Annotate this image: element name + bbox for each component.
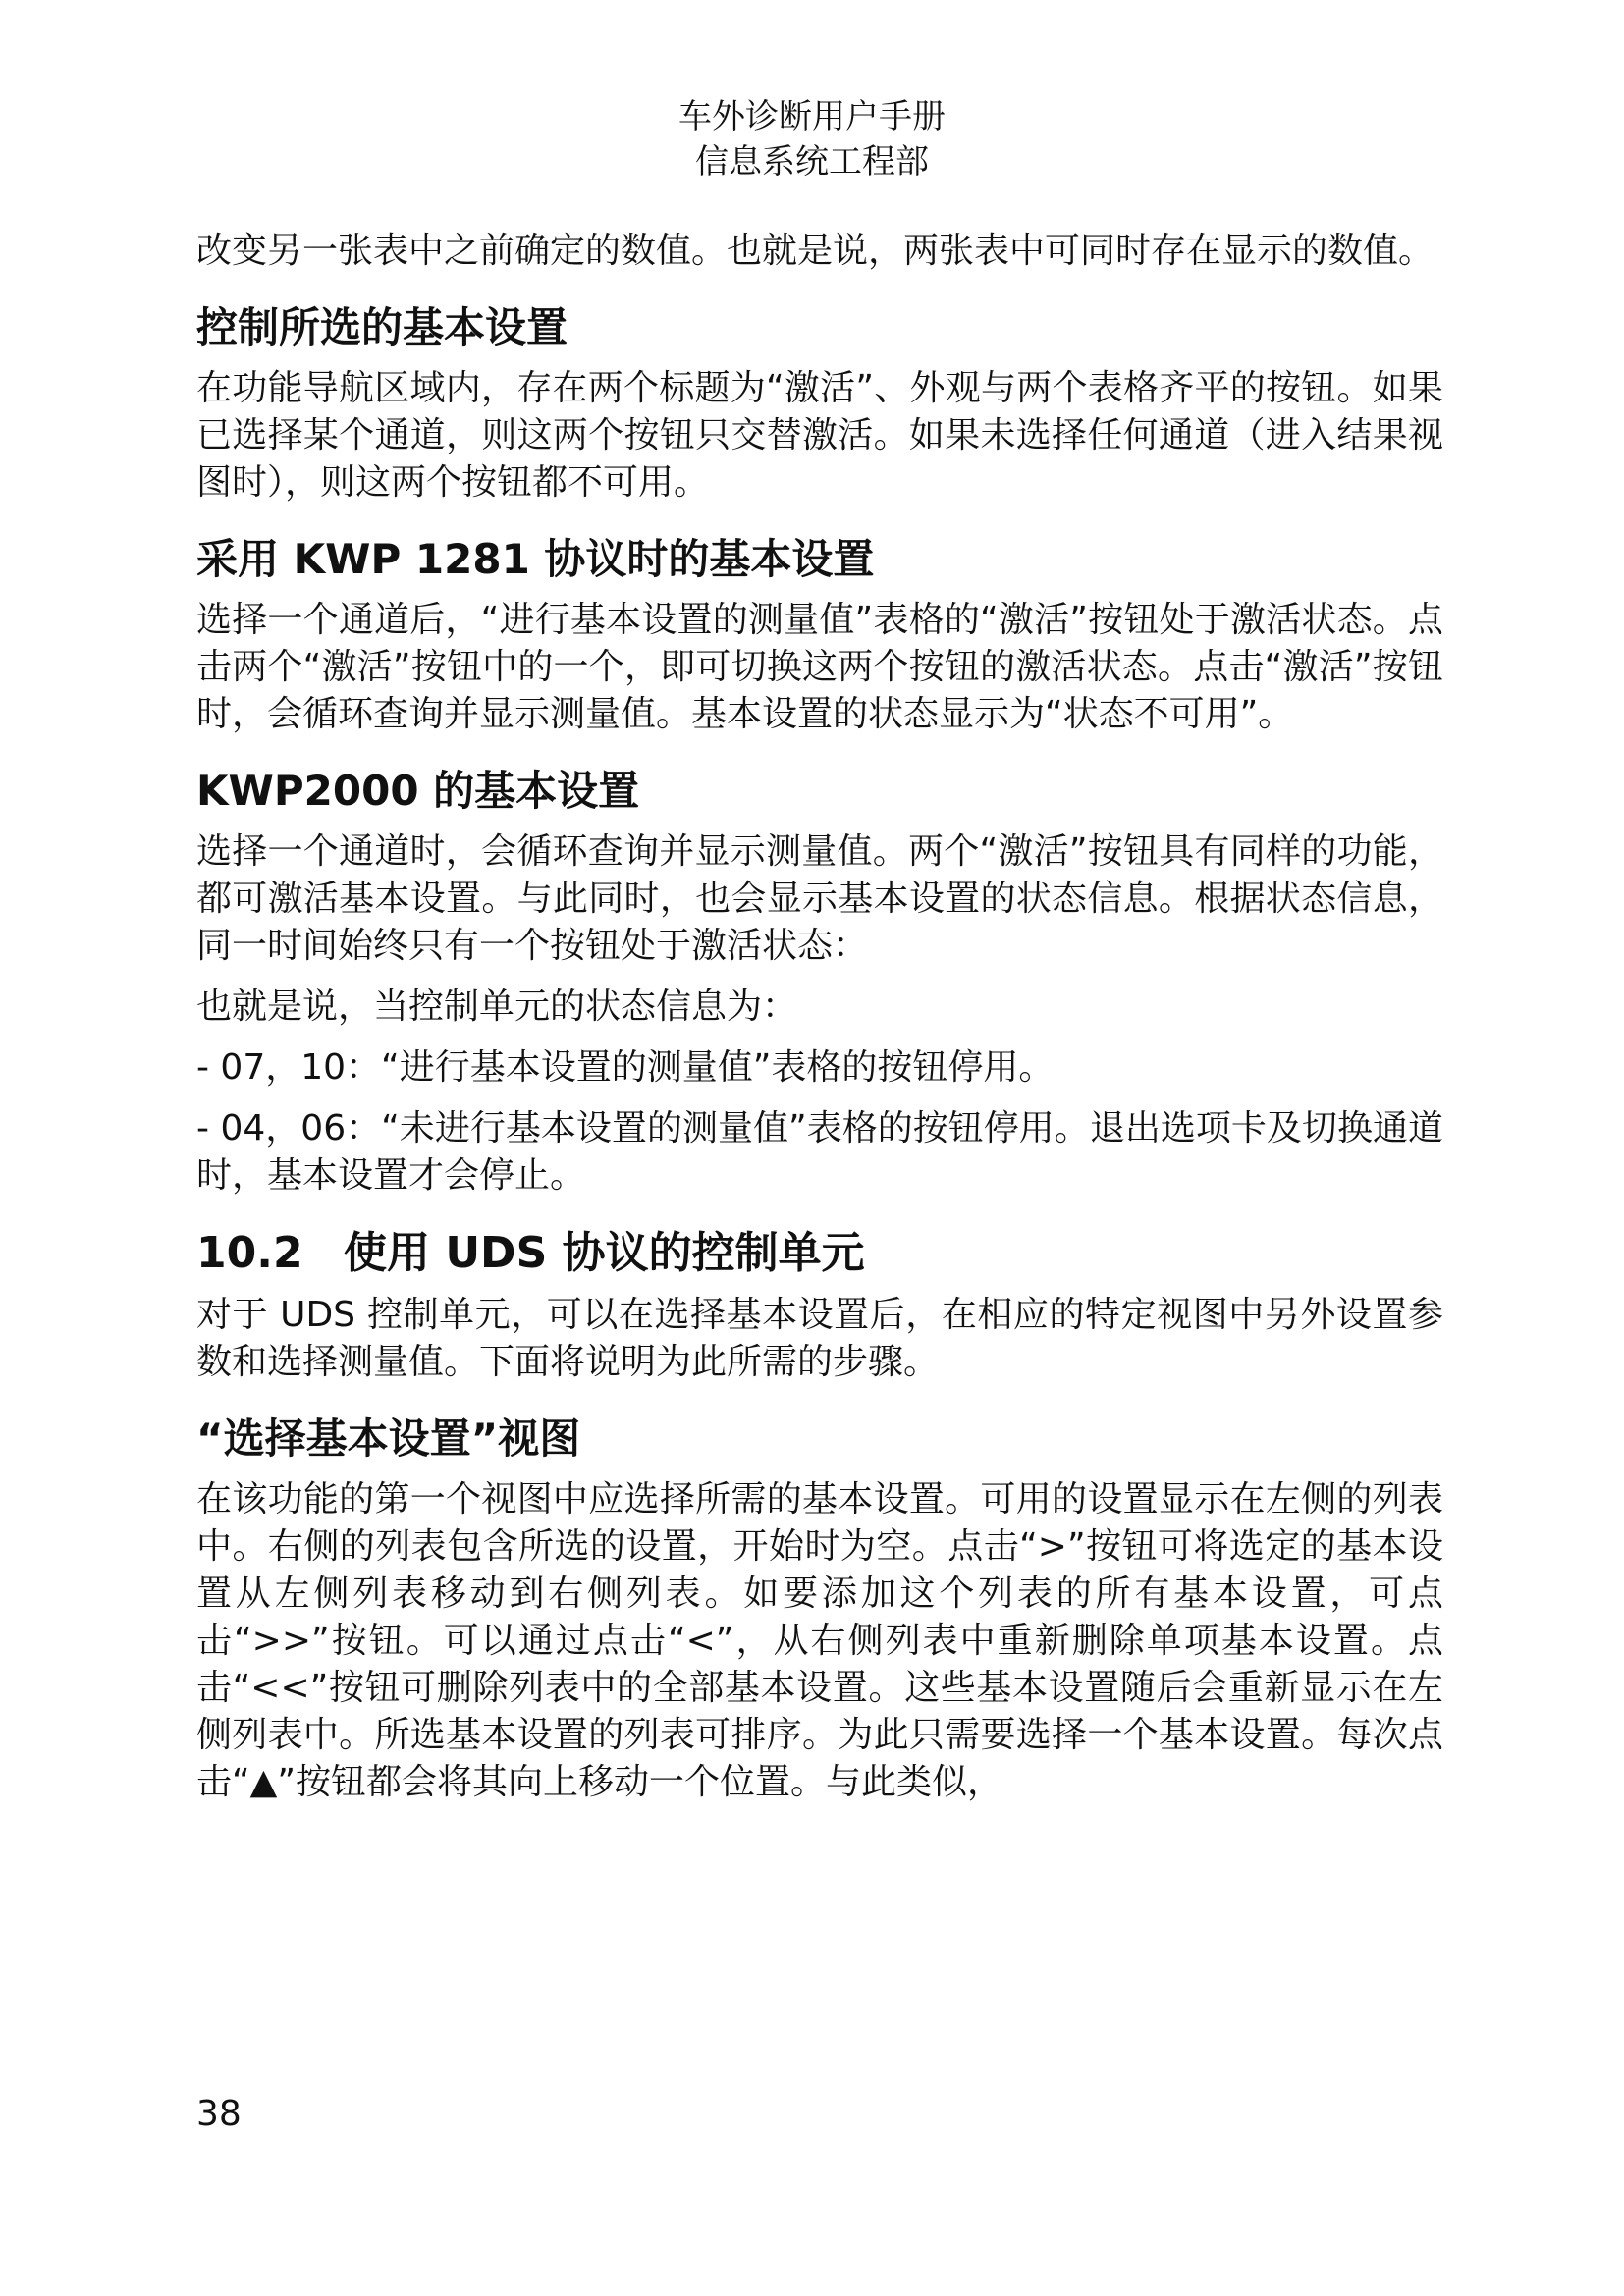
page-number: 38 bbox=[196, 2094, 242, 2134]
intro-paragraph: 改变另一张表中之前确定的数值。也就是说，两张表中可同时存在显示的数值。 bbox=[196, 231, 1435, 271]
heading-control-basic-settings: 控制所选的基本设置 bbox=[196, 303, 568, 351]
section-heading-10-2 bbox=[196, 1225, 1443, 1282]
kwp1281-paragraph: 选择一个通道后，“进行基本设置的测量值”表格的“激活”按钮处于激活状态。点击两个“激活”按钮中的一个，即可切换这两个按钮的激活状态。点击“激活”按钮时，会循环查询并显示测量值。基本设置的状态显示为“状态不可用”。 bbox=[196, 600, 1443, 734]
kwp2000-paragraph: 选择一个通道时，会循环查询并显示测量值。两个“激活”按钮具有同样的功能，都可激活基本设置。与此同时，也会显示基本设置的状态信息。根据状态信息，同一时间始终只有一个按钮处于激活状态： bbox=[196, 831, 1443, 966]
running-header-department: 信息系统工程部 bbox=[695, 142, 929, 182]
status-item-04-06: - 04，06：“未进行基本设置的测量值”表格的按钮停用。退出选项卡及切换通道时，基本设置才会停止。 bbox=[196, 1108, 1443, 1196]
status-intro-paragraph: 也就是说，当控制单元的状态信息为： bbox=[196, 987, 798, 1027]
heading-kwp1281: 采用 KWP 1281 协议时的基本设置 bbox=[196, 535, 875, 583]
running-header-title: 车外诊断用户手册 bbox=[678, 97, 946, 136]
section-number: 10.2 bbox=[196, 1228, 303, 1278]
heading-select-basic-settings-view: “选择基本设置”视图 bbox=[196, 1415, 581, 1463]
page-body bbox=[196, 228, 1443, 1806]
select-view-paragraph: 在该功能的第一个视图中应选择所需的基本设置。可用的设置显示在左侧的列表中。右侧的列表包含所选的设置，开始时为空。点击“>”按钮可将选定的基本设置从左侧列表移动到右侧列表。如要添加这个列表的所有基本设置，可点击“>>”按钮。可以通过点击“<”，从右侧列表中重新删除单项基本设置。点击“<<”按钮可删除列表中的全部基本设置。这些基本设置随后会重新显示在左侧列表中。所选基本设置的列表可排序。为此只需要选择一个基本设置。每次点击“▲”按钮都会将其向上移动一个位置。与此类似， bbox=[196, 1479, 1443, 1802]
section-title: 使用 UDS 协议的控制单元 bbox=[344, 1228, 865, 1278]
heading-kwp2000: KWP2000 的基本设置 bbox=[196, 767, 640, 815]
status-item-07-10: - 07，10：“进行基本设置的测量值”表格的按钮停用。 bbox=[196, 1047, 1055, 1088]
uds-paragraph: 对于 UDS 控制单元，可以在选择基本设置后，在相应的特定视图中另外设置参数和选择测量值。下面将说明为此所需的步骤。 bbox=[196, 1295, 1443, 1382]
control-basic-settings-paragraph: 在功能导航区域内，存在两个标题为“激活”、外观与两个表格齐平的按钮。如果已选择某个通道，则这两个按钮只交替激活。如果未选择任何通道（进入结果视图时），则这两个按钮都不可用。 bbox=[196, 368, 1443, 503]
